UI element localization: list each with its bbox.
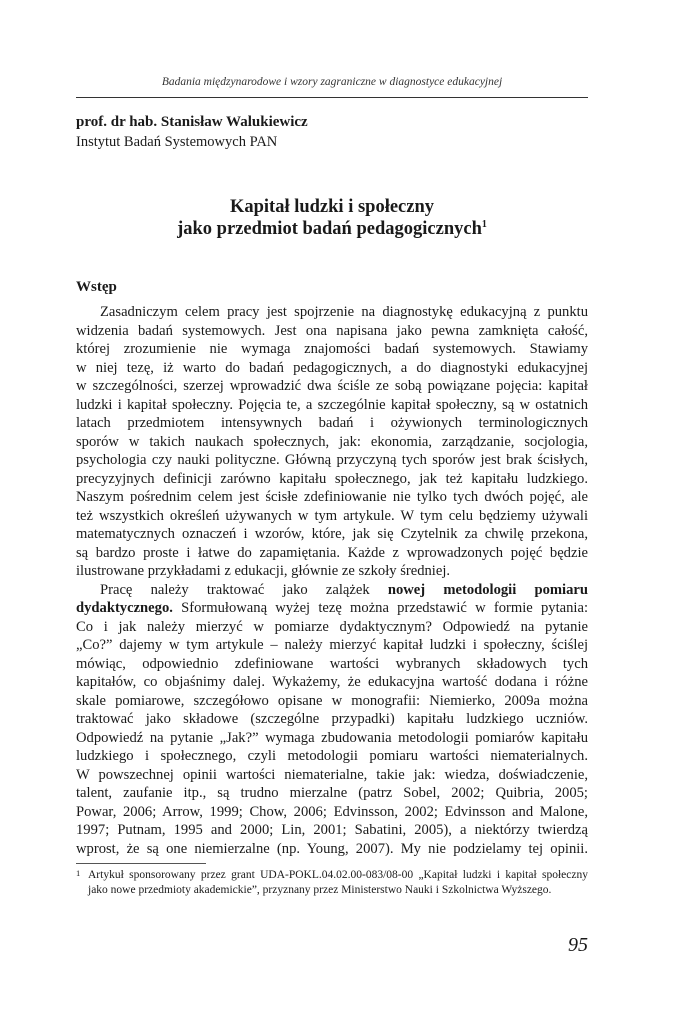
- paragraph-2-line: [76, 599, 588, 618]
- page-number: 95: [568, 934, 588, 956]
- title-line-2: [76, 218, 588, 240]
- article-title: [76, 196, 588, 240]
- paragraph-2-line: skale pomiarowe, szczegółowo opisane w monografii: Niemierko, 2009a można: [76, 692, 588, 709]
- paragraph-1-line: której zrozumienie nie wymaga znajomości badań systemowych. Stawiamy: [76, 341, 588, 357]
- footnote: [76, 868, 588, 897]
- paragraph-2-emphasis: nowej metodologii pomiaru: [387, 581, 588, 598]
- paragraph-2-line: Odpowiedź na pytanie „Jak?” wymaga zbudowania metodologii pomiarów kapitału: [76, 729, 588, 746]
- footnote-rule: [76, 863, 206, 864]
- paragraph-2-lead: Pracę należy traktować jako zalążek: [100, 581, 388, 598]
- footnote-text: Artykuł sponsorowany przez grant UDA-POKL.04.02.00-083/08-00 „Kapitał ludzki i kapitał społeczny jako nowe przedmioty akademickie”, przyznany przez Ministerstwo Nauki i Szkolnictwa Wyższego.: [88, 869, 588, 896]
- paragraph-2-emphasis: dydaktycznego.: [76, 600, 173, 616]
- paragraph-1-line: latach przedmiotem intensywnych badań i ożywionych terminologicznych: [76, 415, 588, 431]
- paragraph-2-line: Co i jak należy mierzyć w pomiarze dydaktycznym? Odpowiedź na pytanie: [76, 618, 588, 635]
- paragraph-2-line: kapitałów, co objaśnimy dalej. Wykażemy, że edukacyjna wartość dodana i różne: [76, 674, 588, 690]
- footnote-mark: 1: [76, 868, 81, 878]
- paragraph-2-line: mówiąc, odpowiednio zdefiniowane wartości wybranych składowych tych: [76, 655, 588, 672]
- paragraph-1-line: widzenia badań systemowych. Jest ona napisana jako pewna zamknięta całość,: [76, 322, 588, 339]
- paragraph-2-line: „Co?” dajemy w tym artykule – należy mierzyć kapitał ludzki i społeczny, ściślej: [76, 637, 588, 653]
- paragraph-1-line: Zasadniczym celem pracy jest spojrzenie na diagnostykę edukacyjną z punktu: [100, 304, 588, 320]
- paragraph-1-line: psychologia czy nauki polityczne. Główną przyczyną tych sporów jest brak ścisłych,: [76, 452, 588, 468]
- paragraph-2-line: 1997; Putnam, 1995 and 2000; Lin, 2001; Sabatini, 2005), a niektórzy twierdzą: [76, 822, 588, 838]
- paragraph-1-line: precyzyjnych definicji zarówno kapitału społecznego, jak też kapitału ludzkiego.: [76, 470, 588, 487]
- title-line-2-text: jako przedmiot badań pedagogicznych: [177, 219, 482, 239]
- paragraph-2-line: traktować jako składowe (szczególne przypadki) kapitału ludzkiego uczniów.: [76, 711, 588, 727]
- author-affiliation: Instytut Badań Systemowych PAN: [76, 134, 278, 150]
- running-header: Badania międzynarodowe i wzory zagraniczne w diagnostyce edukacyjnej: [161, 76, 503, 88]
- header-rule: [76, 97, 588, 98]
- paragraph-1-line: Naszym pośrednim celem jest ścisłe zdefiniowanie nie tylko tych dwóch pojęć, ale: [76, 489, 588, 505]
- paragraph-2-line: wprost, że są one niemierzalne (np. Young, 2007). My nie podzielamy tej opinii.: [76, 840, 588, 857]
- title-footnote-ref[interactable]: 1: [481, 218, 487, 230]
- paragraph-2-line: ludzkiego i społecznego, czyli metodologii pomiaru wartości niematerialnych.: [76, 748, 588, 764]
- paragraph-2-line: talent, zaufanie itp., są trudno mierzalne (patrz Sobel, 2002; Quibria, 2005;: [76, 785, 588, 801]
- paragraph-1-line: matematycznych oznaczeń i wzorów, które, jak się Czytelnik za chwilę przekona,: [76, 526, 588, 542]
- paragraph-1-line: sporów w takich naukach społecznych, jak: ekonomia, zarządzanie, socjologia,: [76, 433, 588, 450]
- paragraph-1-line: ludzki i kapitał społeczny. Pojęcia te, a szczególnie kapitał społeczny, są w ostatnich: [76, 396, 588, 413]
- paragraph-1-line: w niej tezę, iż warto do badań pedagogicznych, a do diagnostyki edukacyjnej: [76, 359, 588, 376]
- paragraph-2-line: W powszechnej opinii wartości niematerialne, takie jak: wiedza, doświadczenie,: [76, 766, 588, 783]
- section-heading: Wstęp: [76, 279, 117, 295]
- paragraph-1-line: w szczególności, szerzej wprowadzić dwa ściśle ze sobą powiązane pojęcia: kapitał: [76, 378, 588, 394]
- paragraph-2-line: Powar, 2006; Arrow, 1999; Chow, 2006; Edvinsson, 2002; Edvinsson and Malone,: [76, 803, 588, 820]
- body-text: [76, 303, 588, 858]
- author-name: prof. dr hab. Stanisław Walukiewicz: [76, 114, 308, 130]
- paragraph-2-text: Sformułowaną wyżej tezę można przedstawić w formie pytania:: [172, 600, 588, 616]
- paragraph-1-line: są bardzo proste i łatwe do zapamiętania. Każde z wprowadzonych pojęć będzie: [76, 544, 588, 561]
- paragraph-1-line: też wszystkich określeń używanych w tym artykule. W tym celu będziemy używali: [76, 507, 588, 524]
- title-line-1: Kapitał ludzki i społeczny: [229, 197, 435, 217]
- paragraph-2-line: [76, 581, 588, 600]
- paragraph-1-line: ilustrowane przykładami z edukacji, głównie ze szkoły średniej.: [76, 563, 451, 579]
